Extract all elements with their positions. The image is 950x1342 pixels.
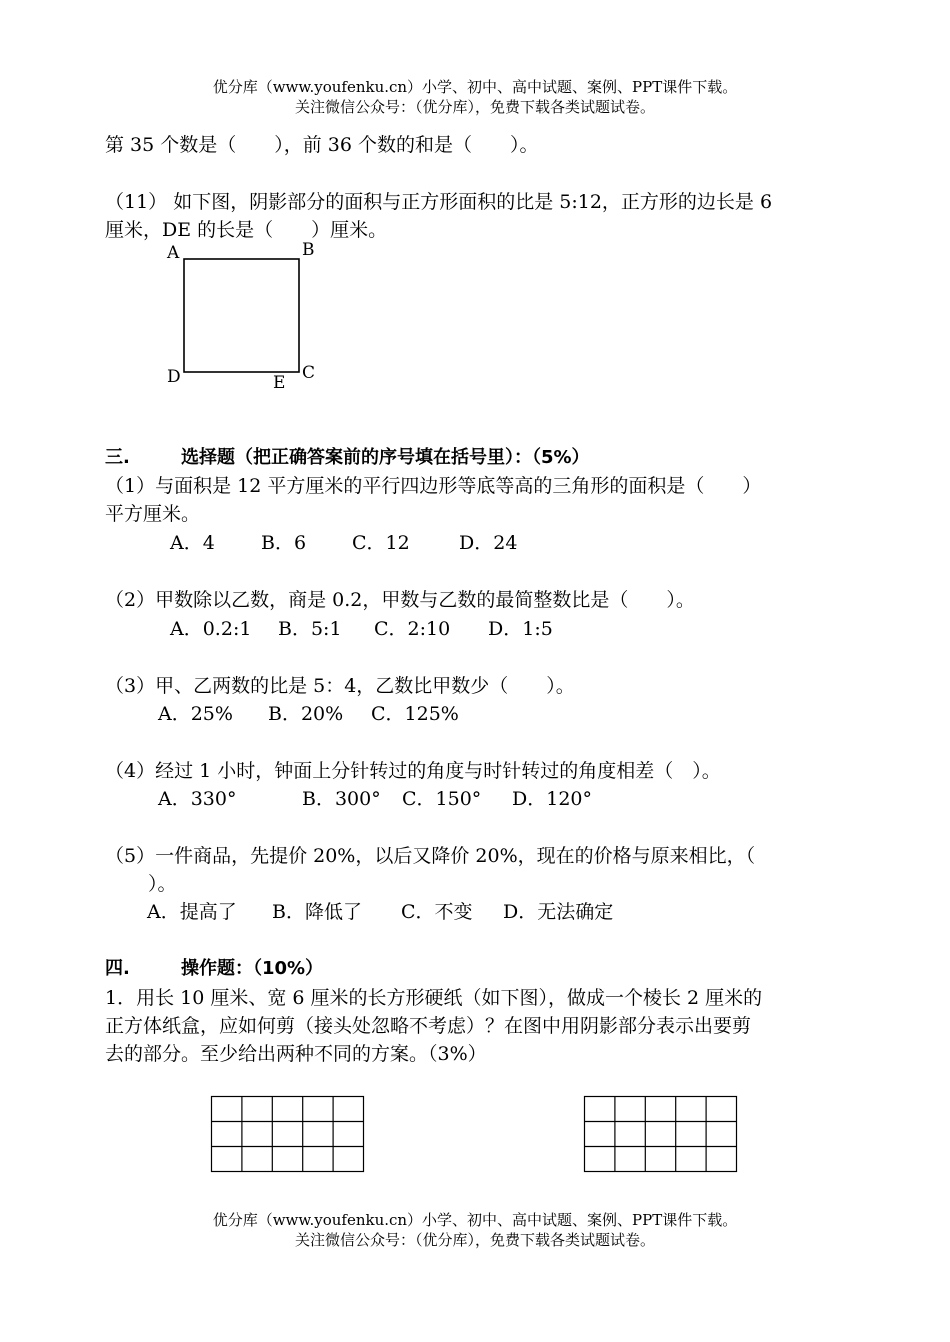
choice-q2-option-c: C．2:10 [374, 618, 451, 640]
op-q1-line-1: 1．用长 10 厘米、宽 6 厘米的长方形硬纸（如下图），做成一个棱长 2 厘米的 [105, 987, 763, 1009]
label-d: D [167, 367, 181, 387]
footer-line-2: 关注微信公众号：（优分库），免费下载各类试题试卷。 [294, 1231, 655, 1249]
choice-q1-line-1: （1）与面积是 12 平方厘米的平行四边形等底等高的三角形的面积是（ ） [105, 475, 762, 497]
choice-q4-option-b: B．300° [302, 788, 381, 810]
choice-q3-option-a: A．25% [158, 703, 233, 725]
section-3-heading [105, 445, 590, 471]
choice-q2-option-d: D．1:5 [488, 618, 553, 640]
section-4-number: 四. [105, 958, 130, 979]
choice-q5-option-d: D．无法确定 [503, 901, 614, 923]
choice-q5-option-b: B．降低了 [272, 901, 362, 923]
square-shape [180, 255, 306, 377]
choice-q4-option-a: A．330° [158, 788, 237, 810]
choice-q5-line-1: （5）一件商品，先提价 20%，以后又降价 20%，现在的价格与原来相比，（ [105, 845, 756, 867]
section-3-title: 选择题（把正确答案前的序号填在括号里）：（5%） [181, 447, 590, 468]
section-4-heading [105, 956, 323, 982]
op-q1-line-3: 去的部分。至少给出两种不同的方案。（3%） [105, 1043, 487, 1065]
label-b: B [302, 240, 315, 260]
choice-q1-option-b: B．6 [261, 532, 307, 554]
choice-q1-option-d: D．24 [459, 532, 518, 554]
choice-q4-line-1: （4）经过 1 小时，钟面上分针转过的角度与时针转过的角度相差（ ）。 [105, 760, 721, 782]
header-line-1: 优分库（www.youfenku.cn）小学、初中、高中试题、案例、PPT课件下载。 [212, 78, 738, 96]
label-e: E [273, 373, 286, 393]
choice-q3-option-c: C．125% [371, 703, 459, 725]
choice-q1-option-a: A．4 [170, 532, 215, 554]
choice-q3-option-b: B．20% [268, 703, 344, 725]
op-q1-line-2: 正方体纸盒，应如何剪（接头处忽略不考虑）？在图中用阴影部分表示出要剪 [105, 1015, 752, 1037]
choice-q4-option-c: C．150° [402, 788, 482, 810]
choice-q4-option-d: D．120° [512, 788, 592, 810]
q11-line-1: （11） 如下图，阴影部分的面积与正方形面积的比是 5:12，正方形的边长是 6 [105, 191, 773, 213]
choice-q5-option-c: C．不变 [401, 901, 473, 923]
grid-left [210, 1095, 366, 1173]
choice-q3-line-1: （3）甲、乙两数的比是 5：4，乙数比甲数少（ ）。 [105, 675, 575, 697]
choice-q2-line-1: （2）甲数除以乙数，商是 0.2，甲数与乙数的最简整数比是（ ）。 [105, 589, 695, 611]
continued-question: 第 35 个数是（ ），前 36 个数的和是（ ）。 [105, 134, 539, 156]
choice-q1-line-2: 平方厘米。 [105, 503, 201, 525]
choice-q2-option-b: B．5:1 [278, 618, 342, 640]
choice-q2-option-a: A．0.2:1 [170, 618, 252, 640]
q11-line-2: 厘米，DE 的长是（ ）厘米。 [105, 219, 388, 241]
choice-q5-option-a: A．提高了 [147, 901, 237, 923]
section-3-number: 三. [105, 447, 130, 468]
section-4-title: 操作题：（10%） [181, 958, 324, 979]
footer-line-1: 优分库（www.youfenku.cn）小学、初中、高中试题、案例、PPT课件下载。 [212, 1211, 738, 1229]
choice-q1-option-c: C．12 [352, 532, 410, 554]
grid-right [583, 1095, 739, 1173]
label-c: C [302, 363, 316, 383]
label-a: A [167, 243, 180, 263]
header-line-2: 关注微信公众号：（优分库），免费下载各类试题试卷。 [294, 98, 655, 116]
choice-q5-line-2: ）。 [148, 873, 177, 895]
